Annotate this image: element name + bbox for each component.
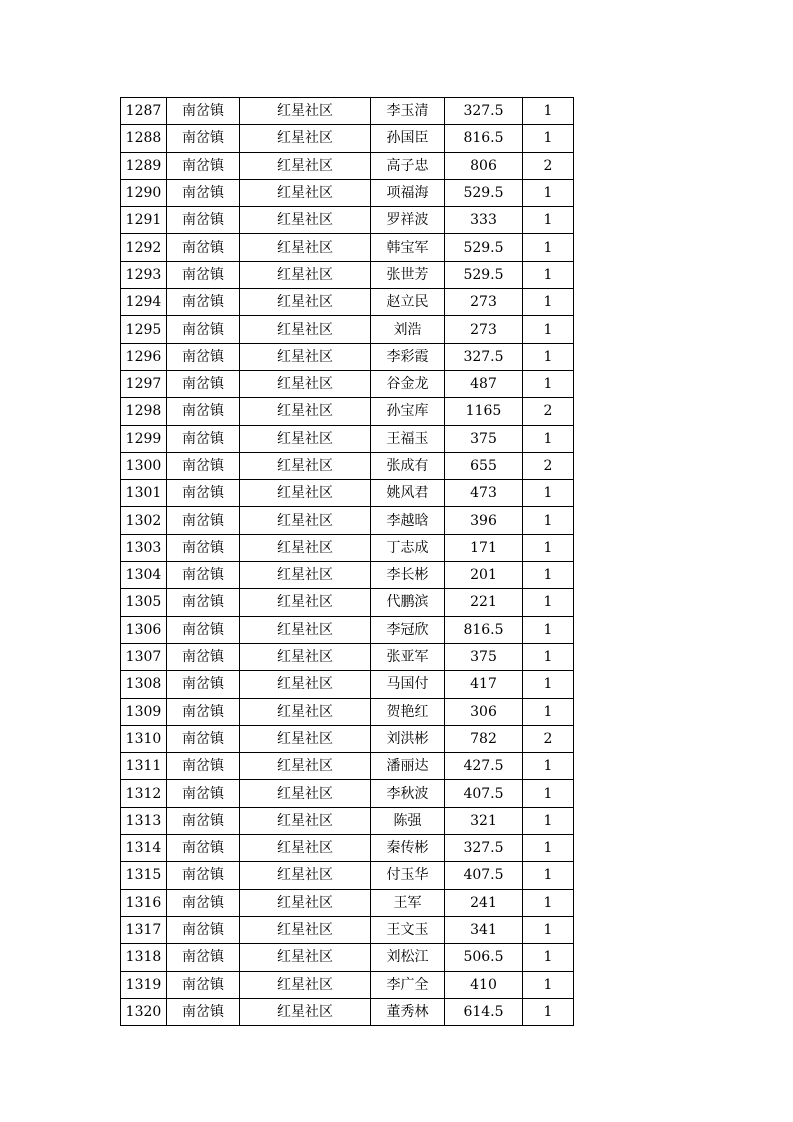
count-cell: 1 <box>523 370 574 397</box>
id-cell: 1288 <box>121 125 167 152</box>
id-cell: 1298 <box>121 398 167 425</box>
table-row <box>121 289 574 316</box>
town-cell: 南岔镇 <box>167 370 240 397</box>
town-cell: 南岔镇 <box>167 152 240 179</box>
town-cell: 南岔镇 <box>167 452 240 479</box>
community-cell: 红星社区 <box>240 889 371 916</box>
count-cell: 1 <box>523 835 574 862</box>
table-row <box>121 370 574 397</box>
town-cell: 南岔镇 <box>167 944 240 971</box>
id-cell: 1296 <box>121 343 167 370</box>
amount-cell: 341 <box>445 916 523 943</box>
count-cell: 1 <box>523 889 574 916</box>
name-cell: 李冠欣 <box>371 616 445 643</box>
table-row <box>121 616 574 643</box>
id-cell: 1293 <box>121 261 167 288</box>
count-cell: 1 <box>523 480 574 507</box>
amount-cell: 396 <box>445 507 523 534</box>
count-cell: 1 <box>523 589 574 616</box>
amount-cell: 506.5 <box>445 944 523 971</box>
id-cell: 1312 <box>121 780 167 807</box>
community-cell: 红星社区 <box>240 343 371 370</box>
count-cell: 1 <box>523 753 574 780</box>
table-row <box>121 698 574 725</box>
table-row <box>121 398 574 425</box>
table-row <box>121 835 574 862</box>
community-cell: 红星社区 <box>240 534 371 561</box>
id-cell: 1319 <box>121 971 167 998</box>
amount-cell: 375 <box>445 425 523 452</box>
community-cell: 红星社区 <box>240 98 371 125</box>
table-row <box>121 480 574 507</box>
count-cell: 1 <box>523 261 574 288</box>
table-row <box>121 343 574 370</box>
table-row <box>121 807 574 834</box>
id-cell: 1317 <box>121 916 167 943</box>
table-row <box>121 534 574 561</box>
amount-cell: 614.5 <box>445 998 523 1025</box>
town-cell: 南岔镇 <box>167 862 240 889</box>
count-cell: 2 <box>523 398 574 425</box>
table-row <box>121 179 574 206</box>
count-cell: 1 <box>523 971 574 998</box>
count-cell: 1 <box>523 289 574 316</box>
id-cell: 1307 <box>121 643 167 670</box>
table-row <box>121 562 574 589</box>
town-cell: 南岔镇 <box>167 998 240 1025</box>
community-cell: 红星社区 <box>240 370 371 397</box>
name-cell: 付玉华 <box>371 862 445 889</box>
amount-cell: 273 <box>445 316 523 343</box>
town-cell: 南岔镇 <box>167 234 240 261</box>
table-row <box>121 780 574 807</box>
town-cell: 南岔镇 <box>167 179 240 206</box>
id-cell: 1305 <box>121 589 167 616</box>
town-cell: 南岔镇 <box>167 343 240 370</box>
table-row <box>121 944 574 971</box>
table-row <box>121 98 574 125</box>
amount-cell: 241 <box>445 889 523 916</box>
name-cell: 代鹏滨 <box>371 589 445 616</box>
amount-cell: 427.5 <box>445 753 523 780</box>
table-row <box>121 916 574 943</box>
id-cell: 1308 <box>121 671 167 698</box>
amount-cell: 410 <box>445 971 523 998</box>
count-cell: 1 <box>523 780 574 807</box>
id-cell: 1297 <box>121 370 167 397</box>
count-cell: 1 <box>523 616 574 643</box>
records-table <box>120 97 574 1026</box>
community-cell: 红星社区 <box>240 425 371 452</box>
table-row <box>121 971 574 998</box>
amount-cell: 333 <box>445 207 523 234</box>
count-cell: 1 <box>523 98 574 125</box>
id-cell: 1299 <box>121 425 167 452</box>
count-cell: 1 <box>523 944 574 971</box>
community-cell: 红星社区 <box>240 998 371 1025</box>
community-cell: 红星社区 <box>240 152 371 179</box>
table-row <box>121 425 574 452</box>
name-cell: 贺艳红 <box>371 698 445 725</box>
amount-cell: 321 <box>445 807 523 834</box>
town-cell: 南岔镇 <box>167 316 240 343</box>
amount-cell: 407.5 <box>445 862 523 889</box>
name-cell: 刘浩 <box>371 316 445 343</box>
amount-cell: 816.5 <box>445 616 523 643</box>
community-cell: 红星社区 <box>240 179 371 206</box>
count-cell: 1 <box>523 862 574 889</box>
town-cell: 南岔镇 <box>167 480 240 507</box>
id-cell: 1295 <box>121 316 167 343</box>
table-row <box>121 671 574 698</box>
name-cell: 谷金龙 <box>371 370 445 397</box>
name-cell: 张成有 <box>371 452 445 479</box>
name-cell: 董秀林 <box>371 998 445 1025</box>
town-cell: 南岔镇 <box>167 725 240 752</box>
table-row <box>121 862 574 889</box>
town-cell: 南岔镇 <box>167 698 240 725</box>
name-cell: 潘丽达 <box>371 753 445 780</box>
count-cell: 1 <box>523 125 574 152</box>
town-cell: 南岔镇 <box>167 889 240 916</box>
name-cell: 王福玉 <box>371 425 445 452</box>
amount-cell: 327.5 <box>445 98 523 125</box>
count-cell: 1 <box>523 998 574 1025</box>
count-cell: 1 <box>523 807 574 834</box>
count-cell: 2 <box>523 452 574 479</box>
community-cell: 红星社区 <box>240 398 371 425</box>
id-cell: 1311 <box>121 753 167 780</box>
id-cell: 1289 <box>121 152 167 179</box>
community-cell: 红星社区 <box>240 807 371 834</box>
table-row <box>121 589 574 616</box>
count-cell: 1 <box>523 425 574 452</box>
count-cell: 1 <box>523 507 574 534</box>
name-cell: 李长彬 <box>371 562 445 589</box>
community-cell: 红星社区 <box>240 944 371 971</box>
count-cell: 1 <box>523 207 574 234</box>
amount-cell: 655 <box>445 452 523 479</box>
town-cell: 南岔镇 <box>167 534 240 561</box>
amount-cell: 407.5 <box>445 780 523 807</box>
id-cell: 1315 <box>121 862 167 889</box>
name-cell: 李玉清 <box>371 98 445 125</box>
town-cell: 南岔镇 <box>167 507 240 534</box>
name-cell: 罗祥波 <box>371 207 445 234</box>
name-cell: 丁志成 <box>371 534 445 561</box>
name-cell: 李秋波 <box>371 780 445 807</box>
name-cell: 刘洪彬 <box>371 725 445 752</box>
community-cell: 红星社区 <box>240 725 371 752</box>
table-row <box>121 234 574 261</box>
id-cell: 1320 <box>121 998 167 1025</box>
town-cell: 南岔镇 <box>167 589 240 616</box>
amount-cell: 375 <box>445 643 523 670</box>
community-cell: 红星社区 <box>240 589 371 616</box>
community-cell: 红星社区 <box>240 207 371 234</box>
community-cell: 红星社区 <box>240 753 371 780</box>
table-row <box>121 452 574 479</box>
id-cell: 1314 <box>121 835 167 862</box>
amount-cell: 816.5 <box>445 125 523 152</box>
amount-cell: 327.5 <box>445 835 523 862</box>
id-cell: 1303 <box>121 534 167 561</box>
count-cell: 2 <box>523 725 574 752</box>
town-cell: 南岔镇 <box>167 671 240 698</box>
town-cell: 南岔镇 <box>167 807 240 834</box>
name-cell: 李广全 <box>371 971 445 998</box>
name-cell: 王军 <box>371 889 445 916</box>
community-cell: 红星社区 <box>240 480 371 507</box>
id-cell: 1292 <box>121 234 167 261</box>
count-cell: 1 <box>523 179 574 206</box>
amount-cell: 221 <box>445 589 523 616</box>
town-cell: 南岔镇 <box>167 398 240 425</box>
amount-cell: 473 <box>445 480 523 507</box>
name-cell: 姚风君 <box>371 480 445 507</box>
town-cell: 南岔镇 <box>167 971 240 998</box>
count-cell: 1 <box>523 562 574 589</box>
table-row <box>121 725 574 752</box>
community-cell: 红星社区 <box>240 916 371 943</box>
community-cell: 红星社区 <box>240 261 371 288</box>
count-cell: 1 <box>523 343 574 370</box>
town-cell: 南岔镇 <box>167 289 240 316</box>
count-cell: 2 <box>523 152 574 179</box>
town-cell: 南岔镇 <box>167 835 240 862</box>
name-cell: 孙宝库 <box>371 398 445 425</box>
amount-cell: 273 <box>445 289 523 316</box>
town-cell: 南岔镇 <box>167 643 240 670</box>
community-cell: 红星社区 <box>240 698 371 725</box>
id-cell: 1306 <box>121 616 167 643</box>
amount-cell: 1165 <box>445 398 523 425</box>
id-cell: 1291 <box>121 207 167 234</box>
count-cell: 1 <box>523 916 574 943</box>
community-cell: 红星社区 <box>240 835 371 862</box>
table-row <box>121 125 574 152</box>
name-cell: 韩宝军 <box>371 234 445 261</box>
community-cell: 红星社区 <box>240 971 371 998</box>
table-row <box>121 753 574 780</box>
name-cell: 高子忠 <box>371 152 445 179</box>
town-cell: 南岔镇 <box>167 207 240 234</box>
count-cell: 1 <box>523 534 574 561</box>
amount-cell: 529.5 <box>445 261 523 288</box>
community-cell: 红星社区 <box>240 125 371 152</box>
id-cell: 1302 <box>121 507 167 534</box>
community-cell: 红星社区 <box>240 507 371 534</box>
name-cell: 李彩霞 <box>371 343 445 370</box>
town-cell: 南岔镇 <box>167 261 240 288</box>
name-cell: 张亚军 <box>371 643 445 670</box>
amount-cell: 327.5 <box>445 343 523 370</box>
community-cell: 红星社区 <box>240 234 371 261</box>
name-cell: 刘松江 <box>371 944 445 971</box>
community-cell: 红星社区 <box>240 562 371 589</box>
name-cell: 赵立民 <box>371 289 445 316</box>
name-cell: 陈强 <box>371 807 445 834</box>
amount-cell: 806 <box>445 152 523 179</box>
name-cell: 项福海 <box>371 179 445 206</box>
id-cell: 1310 <box>121 725 167 752</box>
community-cell: 红星社区 <box>240 862 371 889</box>
community-cell: 红星社区 <box>240 643 371 670</box>
id-cell: 1309 <box>121 698 167 725</box>
count-cell: 1 <box>523 234 574 261</box>
id-cell: 1290 <box>121 179 167 206</box>
amount-cell: 529.5 <box>445 179 523 206</box>
community-cell: 红星社区 <box>240 671 371 698</box>
amount-cell: 487 <box>445 370 523 397</box>
town-cell: 南岔镇 <box>167 562 240 589</box>
town-cell: 南岔镇 <box>167 98 240 125</box>
id-cell: 1304 <box>121 562 167 589</box>
table-row <box>121 316 574 343</box>
table-row <box>121 643 574 670</box>
id-cell: 1318 <box>121 944 167 971</box>
town-cell: 南岔镇 <box>167 125 240 152</box>
amount-cell: 417 <box>445 671 523 698</box>
count-cell: 1 <box>523 316 574 343</box>
table-row <box>121 261 574 288</box>
town-cell: 南岔镇 <box>167 753 240 780</box>
id-cell: 1287 <box>121 98 167 125</box>
name-cell: 马国付 <box>371 671 445 698</box>
amount-cell: 171 <box>445 534 523 561</box>
count-cell: 1 <box>523 671 574 698</box>
town-cell: 南岔镇 <box>167 616 240 643</box>
amount-cell: 306 <box>445 698 523 725</box>
name-cell: 孙国臣 <box>371 125 445 152</box>
amount-cell: 201 <box>445 562 523 589</box>
id-cell: 1294 <box>121 289 167 316</box>
table-row <box>121 152 574 179</box>
community-cell: 红星社区 <box>240 452 371 479</box>
table-row <box>121 507 574 534</box>
amount-cell: 782 <box>445 725 523 752</box>
community-cell: 红星社区 <box>240 780 371 807</box>
count-cell: 1 <box>523 698 574 725</box>
name-cell: 秦传彬 <box>371 835 445 862</box>
town-cell: 南岔镇 <box>167 780 240 807</box>
name-cell: 王文玉 <box>371 916 445 943</box>
community-cell: 红星社区 <box>240 289 371 316</box>
community-cell: 红星社区 <box>240 616 371 643</box>
count-cell: 1 <box>523 643 574 670</box>
town-cell: 南岔镇 <box>167 916 240 943</box>
community-cell: 红星社区 <box>240 316 371 343</box>
id-cell: 1316 <box>121 889 167 916</box>
town-cell: 南岔镇 <box>167 425 240 452</box>
table-row <box>121 998 574 1025</box>
table-row <box>121 207 574 234</box>
records-table-body <box>121 98 574 1026</box>
name-cell: 李越晗 <box>371 507 445 534</box>
id-cell: 1301 <box>121 480 167 507</box>
id-cell: 1313 <box>121 807 167 834</box>
id-cell: 1300 <box>121 452 167 479</box>
table-row <box>121 889 574 916</box>
amount-cell: 529.5 <box>445 234 523 261</box>
name-cell: 张世芳 <box>371 261 445 288</box>
